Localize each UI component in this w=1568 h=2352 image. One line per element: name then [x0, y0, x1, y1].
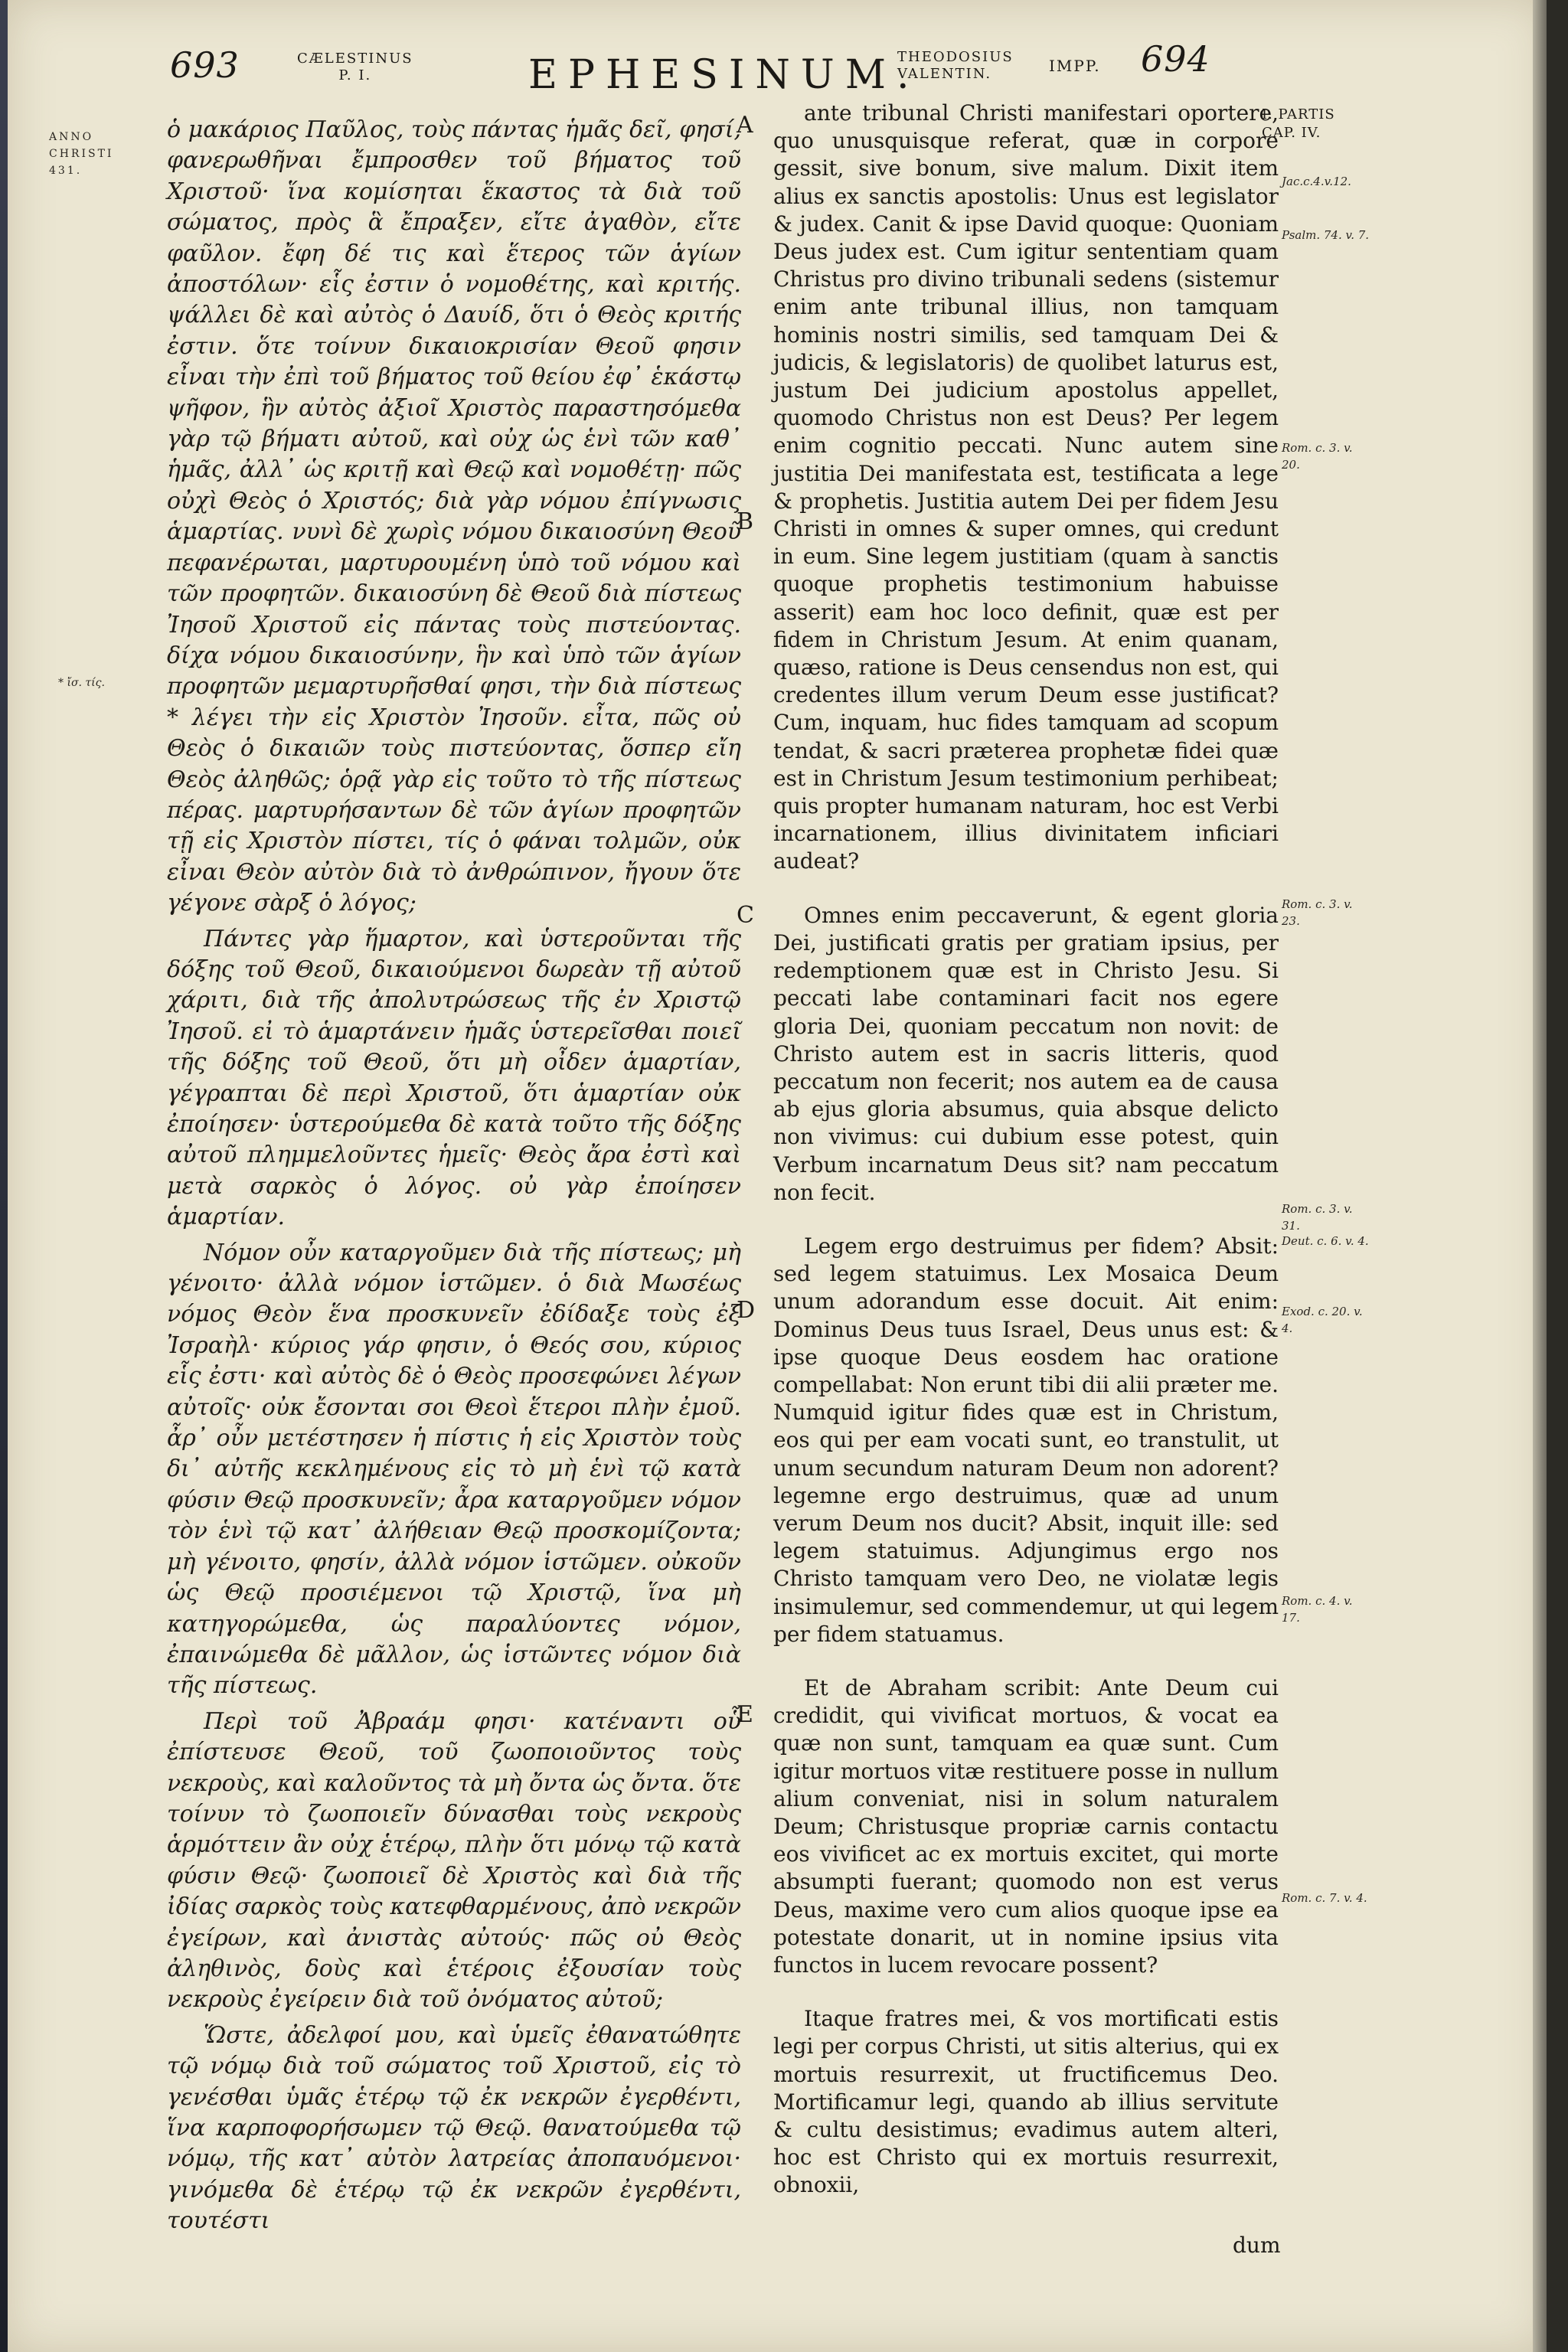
latin-text-column	[773, 100, 1279, 2200]
margin-reference: Rom. c. 3. v. 20.	[1282, 441, 1353, 472]
margin-anno-label: ANNO	[49, 131, 94, 143]
binding-edge	[0, 0, 8, 2352]
section-letter-e: E	[737, 1701, 753, 1728]
running-head-left-label: CÆLESTINUS	[297, 51, 413, 67]
page-number-right: 694	[1141, 38, 1210, 80]
margin-reference: Rom. c. 4. v. 17.	[1282, 1594, 1353, 1625]
margin-reference: Exod. c. 20. v. 4.	[1282, 1305, 1363, 1335]
margin-reference: Rom. c. 7. v. 4.	[1282, 1891, 1367, 1905]
margin-reference: Rom. c. 3. v. 23.	[1282, 897, 1353, 928]
catchword: dum	[1233, 2233, 1281, 2258]
section-letter-c: C	[737, 902, 754, 929]
running-head-left	[297, 51, 413, 84]
running-head-right-label-1: THEODOSIUS	[897, 49, 1014, 65]
greek-paragraph: Περὶ τοῦ Ἀβραάμ φησι· κατέναντι οὗ ἐπίστευσε Θεοῦ, τοῦ ζωοποιοῦντος τοὺς νεκροὺς, καὶ καλοῦντος τὰ μὴ ὄντα ὡς ὄντα. ὅτε τοίνυν τὸ ζωοποιεῖν δύνασθαι τοὺς νεκροὺς ἁρμόττειν ἂν οὐχ ἑτέρῳ, πλὴν ὅτι μόνῳ τῷ κατὰ φύσιν Θεῷ· ζωοποιεῖ δὲ Χριστὸς καὶ διὰ τῆς ἰδίας σαρκὸς τοὺς κατεφθαρμένους, ἀπὸ νεκρῶν ἐγείρων, καὶ ἀνιστὰς αὐτούς· πῶς οὐ Θεὸς ἀληθινὸς, δοὺς καὶ ἑτέροις ἐξουσίαν τοὺς νεκροὺς ἐγείρειν διὰ τοῦ ὀνόματος αὐτοῦ;	[167, 1707, 741, 2014]
running-head	[8, 35, 1547, 104]
margin-year-note	[49, 129, 149, 179]
margin-year: 431.	[49, 165, 83, 177]
book-page	[8, 0, 1547, 2352]
margin-christi-label: CHRISTI	[49, 148, 114, 160]
greek-paragraph: ὁ μακάριος Παῦλος, τοὺς πάντας ἡμᾶς δεῖ, φησί, φανερωθῆναι ἔμπροσθεν τοῦ βήματος τοῦ Χριστοῦ· ἵνα κομίσηται ἕκαστος τὰ διὰ τοῦ σώματος, πρὸς ἃ ἔπραξεν, εἴτε ἀγαθὸν, εἴτε φαῦλον. ἔφη δέ τις καὶ ἕτερος τῶν ἁγίων ἀποστόλων· εἷς ἐστιν ὁ νομοθέτης, καὶ κριτής. ψάλλει δὲ καὶ αὐτὸς ὁ Δαυίδ, ὅτι ὁ Θεὸς κριτής ἐστιν. ὅτε τοίνυν δικαιοκρισίαν Θεοῦ φησιν εἶναι τὴν ἐπὶ τοῦ βήματος τοῦ θείου ἐφ᾽ ἑκάστῳ ψῆφον, ἣν αὐτὸς ἀξιοῖ Χριστὸς παραστησόμεθα γὰρ τῷ βήματι αὐτοῦ, καὶ οὐχ ὡς ἑνὶ τῶν καθ᾽ ἡμᾶς, ἀλλ᾽ ὡς κριτῇ καὶ Θεῷ καὶ νομοθέτῃ· πῶς οὐχὶ Θεὸς ὁ Χριστός; διὰ γὰρ νόμου ἐπίγνωσις ἁμαρτίας. νυνὶ δὲ χωρὶς νόμου δικαιοσύνη Θεοῦ πεφανέρωται, μαρτυρουμένη ὑπὸ τοῦ νόμου καὶ τῶν προφητῶν. δικαιοσύνη δὲ Θεοῦ διὰ πίστεως Ἰησοῦ Χριστοῦ εἰς πάντας τοὺς πιστεύοντας. δίχα νόμου δικαιοσύνην, ἣν καὶ ὑπὸ τῶν ἁγίων προφητῶν μεμαρτυρῆσθαί φησι, τὴν διὰ πίστεως * λέγει τὴν εἰς Χριστὸν Ἰησοῦν. εἶτα, πῶς οὐ Θεὸς ὁ δικαιῶν τοὺς πιστεύοντας, ὅσπερ εἴη Θεὸς ἀληθῶς; ὁρᾷ γὰρ εἰς τοῦτο τὸ τῆς πίστεως πέρας. μαρτυρήσαντων δὲ τῶν ἁγίων προφητῶν τῇ εἰς Χριστὸν πίστει, τίς ὁ φάναι τολμῶν, οὐκ εἶναι Θεὸν αὐτὸν διὰ τὸ ἀνθρώπινον, ἤγουν ὅτε γέγονε σὰρξ ὁ λόγος;	[167, 116, 741, 917]
chapter-label: CAP. IV.	[1262, 125, 1321, 141]
greek-paragraph: Νόμον οὖν καταργοῦμεν διὰ τῆς πίστεως; μὴ γένοιτο· ἀλλὰ νόμον ἱστῶμεν. ὁ διὰ Μωσέως νόμος Θεὸν ἕνα προσκυνεῖν ἐδίδαξε τοὺς ἐξ Ἰσραὴλ· κύριος γάρ φησιν, ὁ Θεός σου, κύριος εἷς ἐστι· καὶ αὐτὸς δὲ ὁ Θεὸς προσεφώνει λέγων αὐτοῖς· οὐκ ἔσονται σοι Θεοὶ ἕτεροι πλὴν ἐμοῦ. ἆρ᾽ οὖν μετέστησεν ἡ πίστις ἡ εἰς Χριστὸν τοὺς δι᾽ αὐτῆς κεκλημένους εἰς τὸ μὴ ἑνὶ τῷ κατὰ φύσιν Θεῷ προσκυνεῖν; ἆρα καταργοῦμεν νόμον τὸν ἑνὶ τῷ κατ᾽ ἀλήθειαν Θεῷ προσκομίζοντα; μὴ γένοιτο, φησίν, ἀλλὰ νόμον ἱστῶμεν. οὐκοῦν ὡς Θεῷ προσιέμενοι τῷ Χριστῷ, ἵνα μὴ κατηγορώμεθα, ὡς παραλύοντες νόμον, ἐπαινώμεθα δὲ μᾶλλον, ὡς ἱστῶντες νόμον διὰ τῆς πίστεως.	[167, 1239, 741, 1700]
section-letter-d: D	[737, 1297, 756, 1324]
section-letter-b: B	[737, 508, 754, 535]
running-head-right	[897, 49, 1014, 83]
latin-paragraph: Legem ergo destruimus per fidem? Absit: sed legem statuimus. Lex Mosaica Deum unum adorandum esse docuit. Ait enim: Dominus Deus tuus Israel, Deus unus est: & ipse quoque Deus eosdem hac oratione compellabat: Non erunt tibi dii alii præter me. Numquid igitur fides quæ est in Christum, eos qui per eam vocati sunt, eo transtulit, ut unum secundum naturam Deum non adorent? legemne ergo destruimus, quæ ad unum verum Deum nos ducit? Absit, inquit ille: sed legem statuimus. Adjungimus ergo nos Christo tamquam vero Deo, ne violatæ legis insimulemur, sed commendemur, ut qui legem per fidem statuamus.	[773, 1233, 1279, 1647]
running-head-right-label-2: VALENTIN.	[897, 66, 992, 82]
running-head-left-sub: P. I.	[338, 67, 372, 83]
margin-reference: Psalm. 74. v. 7.	[1282, 228, 1370, 242]
section-letter-a: A	[737, 112, 753, 139]
running-head-impp: IMPP.	[1049, 57, 1101, 75]
part-label: I. PARTIS	[1262, 106, 1335, 122]
margin-variant-note: * ἴσ. τίς.	[58, 677, 105, 689]
part-chapter-label	[1262, 106, 1377, 142]
margin-reference: Jac.c.4.v.12.	[1282, 175, 1351, 188]
greek-text-column	[167, 115, 741, 2237]
page-edge	[1533, 0, 1547, 2352]
greek-paragraph: Πάντες γὰρ ἥμαρτον, καὶ ὑστεροῦνται τῆς δόξης τοῦ Θεοῦ, δικαιούμενοι δωρεὰν τῇ αὐτοῦ χάριτι, διὰ τῆς ἀπολυτρώσεως τῆς ἐν Χριστῷ Ἰησοῦ. εἰ τὸ ἁμαρτάνειν ἡμᾶς ὑστερεῖσθαι ποιεῖ τῆς δόξης τοῦ Θεοῦ, ὅτι μὴ οἶδεν ἁμαρτίαν, γέγραπται δὲ περὶ Χριστοῦ, ὅτι ἁμαρτίαν οὐκ ἐποίησεν· ὑστερούμεθα δὲ κατὰ τοῦτο τῆς δόξης αὐτοῦ πλημμελοῦντες ἡμεῖς· Θεὸς ἄρα ἐστὶ καὶ μετὰ σαρκὸς ὁ λόγος. οὐ γὰρ ἐποίησεν ἁμαρτίαν.	[167, 925, 741, 1231]
page-number-left: 693	[170, 44, 240, 86]
greek-paragraph: Ὥστε, ἀδελφοί μου, καὶ ὑμεῖς ἐθανατώθητε τῷ νόμῳ διὰ τοῦ σώματος τοῦ Χριστοῦ, εἰς τὸ γενέσθαι ὑμᾶς ἑτέρῳ τῷ ἐκ νεκρῶν ἐγερθέντι, ἵνα καρποφορήσωμεν τῷ Θεῷ. θανατούμεθα τῷ νόμῳ, τῆς κατ᾽ αὐτὸν λατρείας ἀποπαυόμενοι· γινόμεθα δὲ ἑτέρῳ τῷ ἐκ νεκρῶν ἐγερθέντι, τουτέστι	[167, 2021, 741, 2235]
latin-paragraph: Itaque fratres mei, & vos mortificati estis legi per corpus Christi, ut sitis alterius, qui ex mortuis resurrexit, ut fructificemus Deo. Mortificamur legi, quando ab illius servitute & cultu desistimus; evadimus autem alteri, hoc est Christo qui ex mortuis resurrexit, obnoxii,	[773, 2006, 1279, 2198]
latin-paragraph: ante tribunal Christi manifestari oportere, quo unusquisque referat, quæ in corpore gessit, sive bonum, sive malum. Dixit item alius ex sanctis apostolis: Unus est legislator & judex. Canit & ipse David quoque: Quoniam Deus judex est. Cum igitur sententiam quam Christus pro divino tribunali sedens (sistemur enim ante tribunal illius, non tamquam hominis nostri similis, sed tamquam Dei & judicis, & legislatoris) de quolibet laturus est, justum Dei judicium apostolus appellet, quomodo Christus non est Deus? Per legem enim cognitio peccati. Nunc autem sine justitia Dei manifestata est, testificata a lege & prophetis. Justitia autem Dei per fidem Jesu Christi in omnes & super omnes, qui credunt in eum. Sine legem justitiam (quam à sanctis quoque prophetis testimonium habuisse asserit) eam hoc loco definit, quæ est per fidem in Christum Jesum. At enim quanam, quæso, ratione is Deus censendus non est, qui credentes illum verum Deum esse justificat? Cum, inquam, huc fides tamquam ad scopum tendat, & sacri præterea prophetæ fidei quæ est in Christum Jesum testimonium perhibeat; quis propter humanam naturam, hoc est Verbi incarnationem, illius divinitatem inficiari audeat?	[773, 100, 1279, 874]
margin-reference: Deut. c. 6. v. 4.	[1282, 1234, 1369, 1248]
latin-paragraph: Omnes enim peccaverunt, & egent gloria Dei, justificati gratis per gratiam ipsius, per redemptionem quæ est in Christo Jesu. Si peccati labe contaminari facit nos egere gloria Dei, quoniam peccatum non novit: de Christo autem est in sacris litteris, quod peccatum non fecerit; nos autem ea de causa ab ejus gloria absumus, quia absque delicto non vivimus: cui dubium esse potest, quin Verbum incarnatum Deus sit? nam peccatum non fecit.	[773, 902, 1279, 1205]
running-head-title: EPHESINUM.	[528, 52, 920, 98]
margin-reference: Rom. c. 3. v. 31.	[1282, 1202, 1353, 1233]
latin-paragraph: Et de Abraham scribit: Ante Deum cui credidit, qui vivificat mortuos, & vocat ea quæ non sunt, tamquam ea quæ sunt. Cum igitur mortuos vitæ restituere posse in nullum alium conveniat, nisi in solum naturalem Deum; Christusque propriæ carnis contactu eos vivificet ac ex mortuis excitet, qui morte absumpti fuerant; quomodo non est verus Deus, maxime vero cum alios quoque ipse ea potestate donarit, ut in nomine ipsius vita functos in lucem revocare possent?	[773, 1674, 1279, 1978]
